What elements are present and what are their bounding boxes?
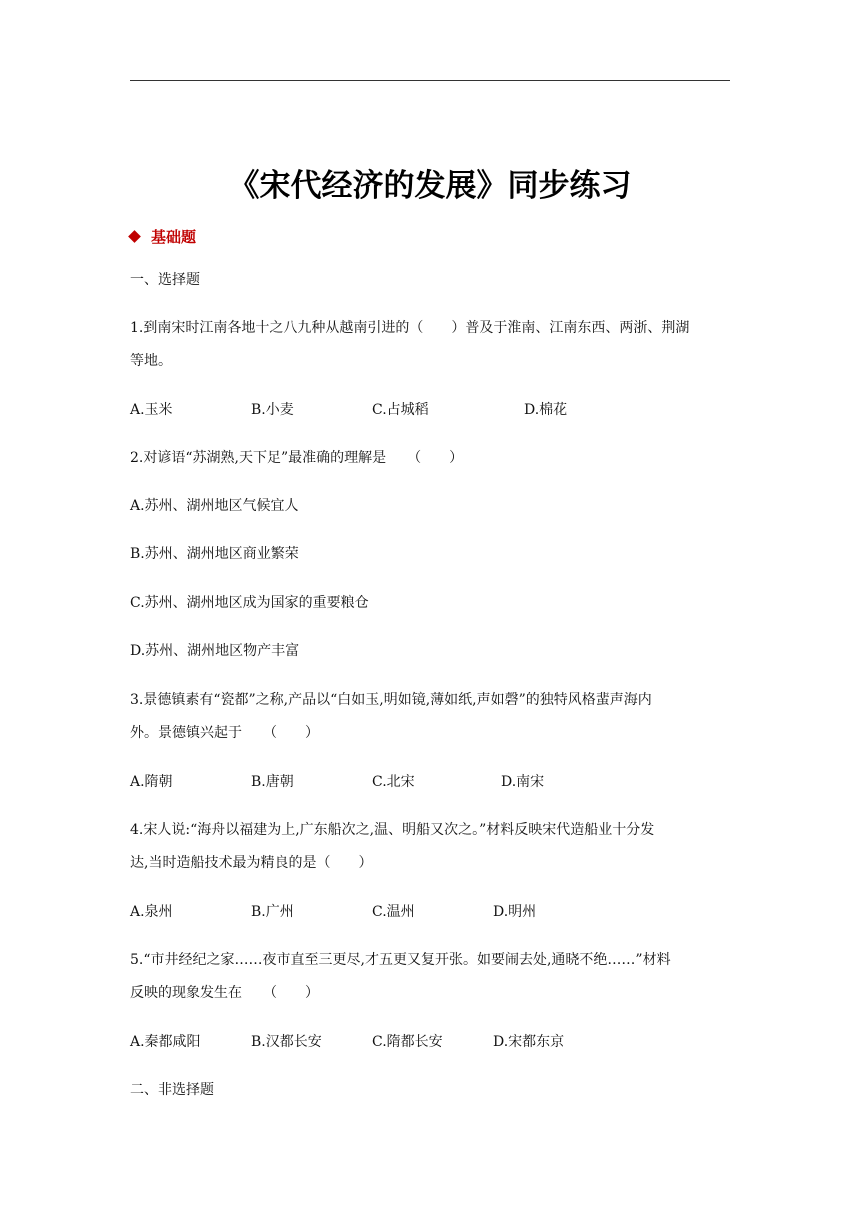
- question-4-option-d: D.明州: [493, 904, 537, 920]
- page-title: 《宋代经济的发展》同步练习: [228, 168, 632, 204]
- question-3-line-1: 3.景德镇素有“瓷都”之称,产品以“白如玉,明如镜,薄如纸,声如磬”的独特风格蜚声海内: [130, 692, 652, 708]
- question-4-option-b: B.广州: [251, 904, 294, 920]
- diamond-icon: [128, 230, 141, 243]
- section-label: 基础题: [151, 228, 197, 246]
- question-1-option-a: A.玉米: [130, 402, 173, 418]
- question-4-line-1: 4.宋人说:“海舟以福建为上,广东船次之,温、明船又次之。”材料反映宋代造船业十分发: [130, 822, 655, 838]
- question-1-option-d: D.棉花: [524, 402, 568, 418]
- part2-heading: 二、非选择题: [130, 1082, 214, 1098]
- question-4-option-c: C.温州: [372, 904, 415, 920]
- question-2-option-c: C.苏州、湖州地区成为国家的重要粮仓: [130, 595, 369, 611]
- question-2-line-1: 2.对谚语“苏湖熟,天下足”最准确的理解是 （ ）: [130, 450, 464, 466]
- question-3-option-d: D.南宋: [501, 774, 545, 790]
- question-5-option-c: C.隋都长安: [372, 1034, 443, 1050]
- question-1-line-2: 等地。: [130, 353, 172, 369]
- header-rule: [130, 80, 730, 81]
- question-5-option-d: D.宋都东京: [493, 1034, 565, 1050]
- question-1-option-c: C.占城稻: [372, 402, 429, 418]
- question-3-option-b: B.唐朝: [251, 774, 294, 790]
- question-4-line-2: 达,当时造船技术最为精良的是（ ）: [130, 855, 373, 871]
- question-2-option-d: D.苏州、湖州地区物产丰富: [130, 643, 300, 659]
- question-4-option-a: A.泉州: [130, 904, 173, 920]
- question-3-option-a: A.隋朝: [130, 774, 173, 790]
- question-3-line-2: 外。景德镇兴起于 （ ）: [130, 725, 319, 741]
- question-5-option-b: B.汉都长安: [251, 1034, 322, 1050]
- question-2-option-a: A.苏州、湖州地区气候宜人: [130, 498, 299, 514]
- question-5-line-2: 反映的现象发生在 （ ）: [130, 985, 319, 1001]
- question-1-line-1: 1.到南宋时江南各地十之八九种从越南引进的（ ）普及于淮南、江南东西、两浙、荆湖: [130, 320, 690, 336]
- section-heading: [130, 226, 196, 247]
- question-5-line-1: 5.“市井经纪之家……夜市直至三更尽,才五更又复开张。如要闹去处,通晓不绝……”材料: [130, 952, 671, 968]
- question-1-option-b: B.小麦: [251, 402, 294, 418]
- question-3-option-c: C.北宋: [372, 774, 415, 790]
- question-2-option-b: B.苏州、湖州地区商业繁荣: [130, 546, 299, 562]
- question-5-option-a: A.秦都咸阳: [130, 1034, 201, 1050]
- part1-heading: 一、选择题: [130, 272, 200, 288]
